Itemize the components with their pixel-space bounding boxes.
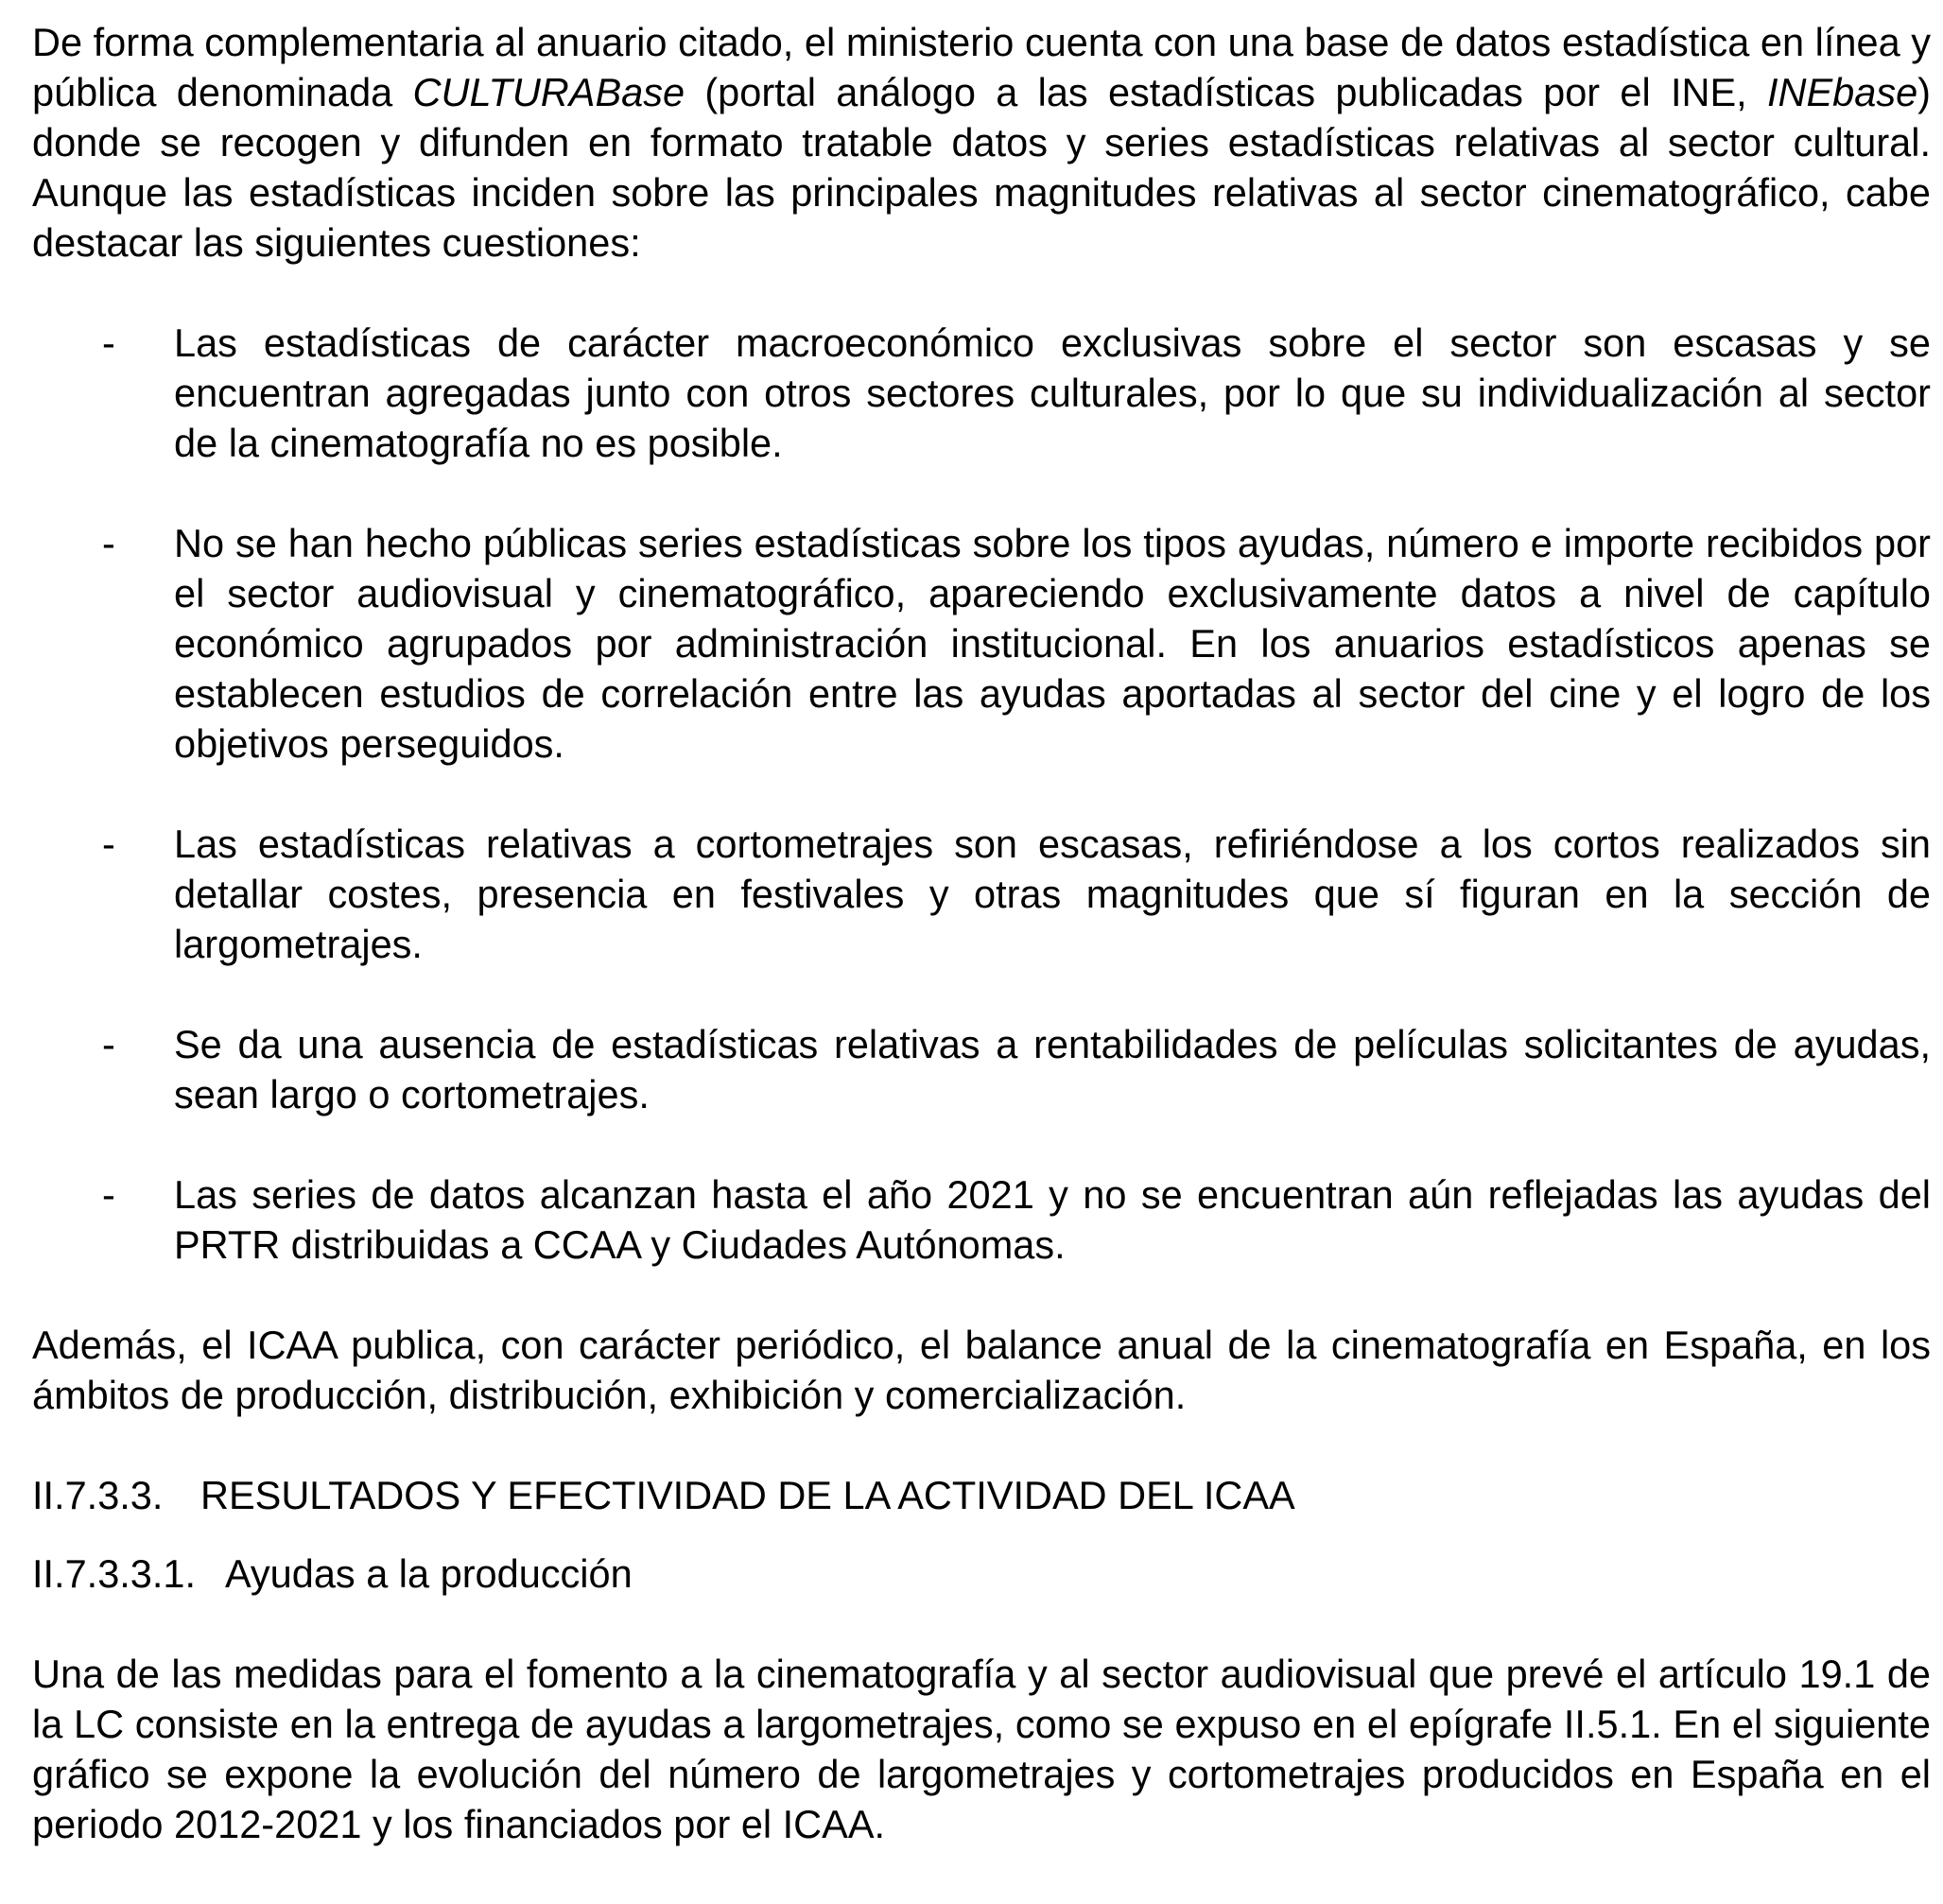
list-item-text: Las series de datos alcanzan hasta el año 2021 y no se encuentran aún reflejadas las ayudas del PRTR distribuidas a CCAA y Ciudades Autónomas. — [174, 1172, 1931, 1267]
section-number: II.7.3.3. — [32, 1473, 164, 1517]
list-item-text: Las estadísticas de carácter macroeconómico exclusivas sobre el sector son escasas y se encuentran agregadas junto con otros sectores culturales, por lo que su individualización al sector de la cinematografía no es posible. — [174, 320, 1931, 465]
intro-paragraph — [32, 17, 1931, 268]
issues-list — [32, 318, 1931, 1270]
list-item — [32, 819, 1931, 969]
document-page — [32, 17, 1931, 1849]
dash-bullet-marker: - — [102, 320, 115, 365]
section-title: RESULTADOS Y EFECTIVIDAD DE LA ACTIVIDAD DEL ICAA — [200, 1473, 1295, 1517]
subsection-title: Ayudas a la producción — [225, 1551, 633, 1596]
intro-text-1: De forma complementaria al anuario citado, el ministerio cuenta con una base de datos estadística en línea y pública denominada — [32, 20, 1931, 114]
list-item-text: Se da una ausencia de estadísticas relativas a rentabilidades de películas solicitantes de ayudas, sean largo o cortometrajes. — [174, 1022, 1931, 1116]
subsection-heading — [32, 1549, 1931, 1599]
list-item — [32, 1169, 1931, 1270]
production-aid-paragraph: Una de las medidas para el fomento a la cinematografía y al sector audiovisual que prevé el artículo 19.1 de la LC consiste en la entrega de ayudas a largometrajes, como se expuso en el epígrafe II.5.1. En el siguiente gráfico se expone la evolución del número de largometrajes y cortometrajes producidos en España en el periodo 2012-2021 y los financiados por el ICAA. — [32, 1652, 1931, 1846]
dash-bullet-marker: - — [102, 1022, 115, 1066]
list-item-text: No se han hecho públicas series estadísticas sobre los tipos ayudas, número e importe recibidos por el sector audiovisual y cinematográfico, apareciendo exclusivamente datos a nivel de capítulo económico agrupados por administración institucional. En los anuarios estadísticos apenas se establecen estudios de correlación entre las ayudas aportadas al sector del cine y el logro de los objetivos perseguidos. — [174, 521, 1931, 766]
culturabase-term: CULTURABase — [412, 70, 685, 114]
list-item — [32, 518, 1931, 769]
section-heading — [32, 1470, 1931, 1520]
dash-bullet-marker: - — [102, 521, 115, 565]
subsection-number: II.7.3.3.1. — [32, 1551, 197, 1596]
list-item-text: Las estadísticas relativas a cortometrajes son escasas, refiriéndose a los cortos realizados sin detallar costes, presencia en festivales y otras magnitudes que sí figuran en la sección de largometrajes. — [174, 822, 1931, 966]
list-item — [32, 1019, 1931, 1119]
icaa-balance-paragraph: Además, el ICAA publica, con carácter periódico, el balance anual de la cinematografía en España, en los ámbitos de producción, distribución, exhibición y comercialización. — [32, 1323, 1931, 1417]
intro-text-2: (portal análogo a las estadísticas publicadas por el INE, — [685, 70, 1767, 114]
dash-bullet-marker: - — [102, 822, 115, 866]
dash-bullet-marker: - — [102, 1172, 115, 1217]
list-item — [32, 318, 1931, 468]
inebase-term: INEbase — [1767, 70, 1918, 114]
intro-text-3: ) donde se recogen y difunden en formato tratable datos y series estadísticas relativas al sector cultural. Aunque las estadísticas inciden sobre las principales magnitudes relativas al sector cinematográfico, cabe destacar las siguientes cuestiones: — [32, 70, 1931, 265]
